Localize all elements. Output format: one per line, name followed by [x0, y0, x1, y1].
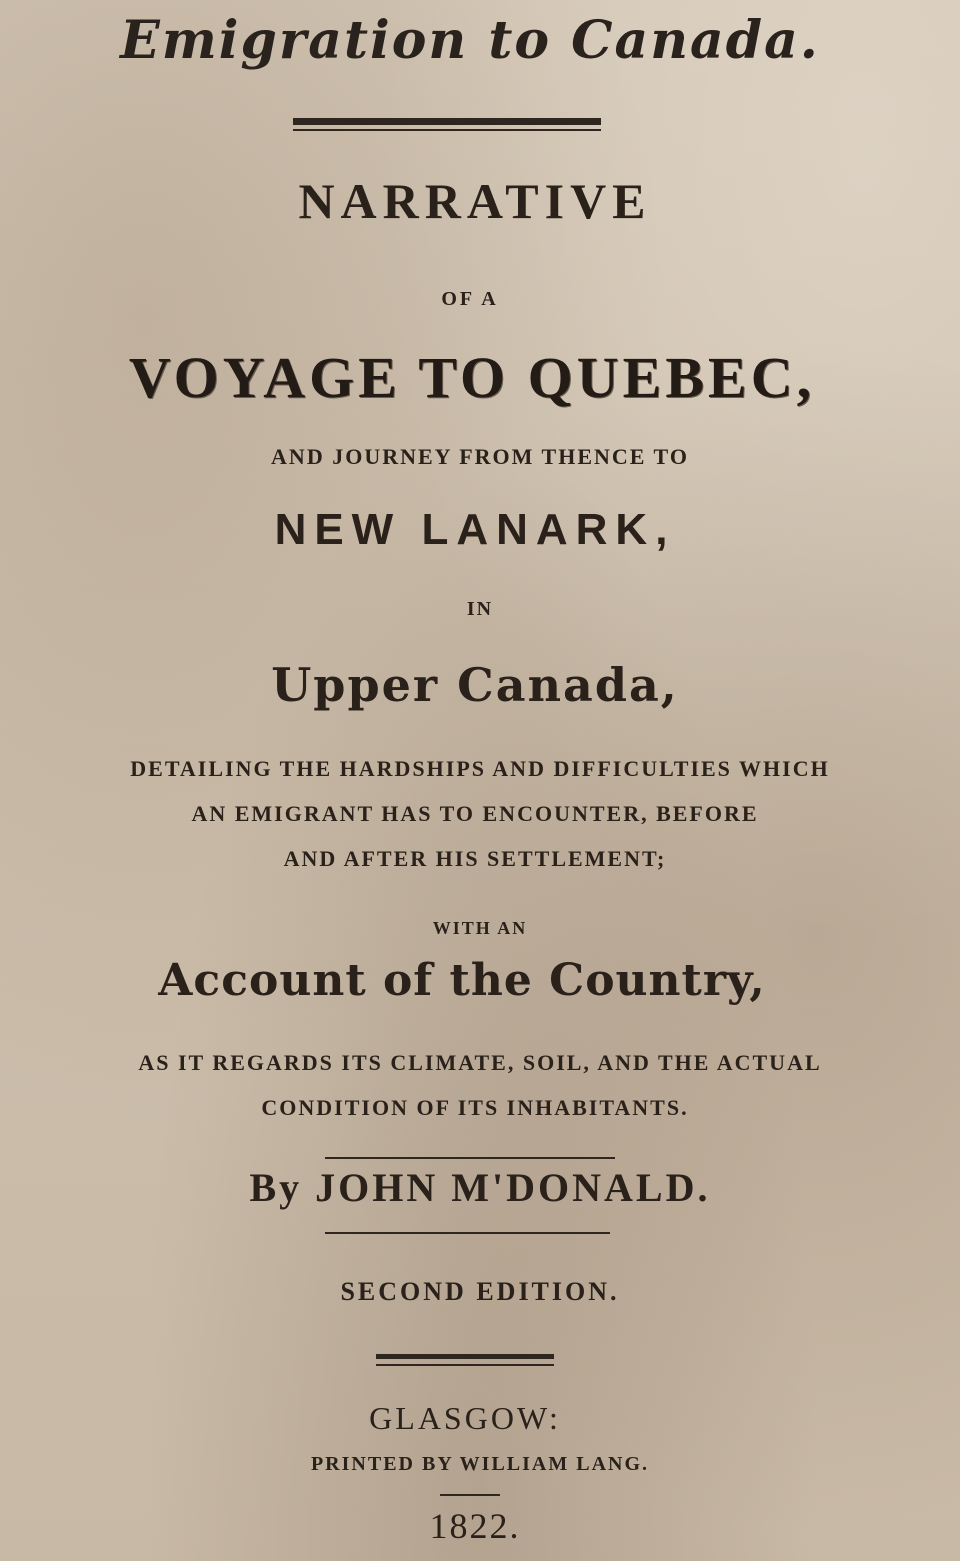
regards-line-1: AS IT REGARDS ITS CLIMATE, SOIL, AND THE ACTUAL: [138, 1050, 822, 1075]
top-rule-thick: [293, 118, 601, 125]
details-line-2: AN EMIGRANT HAS TO ENCOUNTER, BEFORE: [191, 801, 759, 826]
details-line-1: DETAILING THE HARDSHIPS AND DIFFICULTIES WHICH: [130, 756, 830, 781]
imprint-year: 1822.: [429, 1506, 521, 1546]
author-bottom-rule: [325, 1232, 610, 1234]
author-top-rule: [325, 1157, 615, 1159]
lower-rule-thin: [376, 1364, 554, 1366]
with-an-text: WITH AN: [432, 918, 528, 938]
details-line-3: AND AFTER HIS SETTLEMENT;: [283, 846, 667, 871]
in-text: IN: [466, 598, 494, 620]
imprint-place: GLASGOW:: [369, 1400, 561, 1436]
heading-narrative: NARRATIVE: [298, 173, 652, 229]
lower-rule-thick: [376, 1354, 554, 1359]
voyage-title: VOYAGE TO QUEBEC,: [128, 345, 816, 410]
regards-line-2: CONDITION OF ITS INHABITANTS.: [261, 1095, 689, 1120]
top-rule-thin: [293, 129, 601, 131]
author-line: By JOHN M'DONALD.: [249, 1165, 711, 1210]
of-a-text: OF A: [441, 288, 499, 310]
edition-text: SECOND EDITION.: [340, 1277, 620, 1306]
year-rule: [440, 1494, 500, 1496]
region-title: Upper Canada,: [271, 658, 679, 712]
series-title: Emigration to Canada.: [120, 10, 820, 71]
account-title: Account of the Country,: [158, 955, 766, 1006]
destination-title: NEW LANARK,: [274, 505, 676, 554]
imprint-printer: PRINTED BY WILLIAM LANG.: [310, 1453, 650, 1475]
journey-text: AND JOURNEY FROM THENCE TO: [271, 444, 689, 469]
